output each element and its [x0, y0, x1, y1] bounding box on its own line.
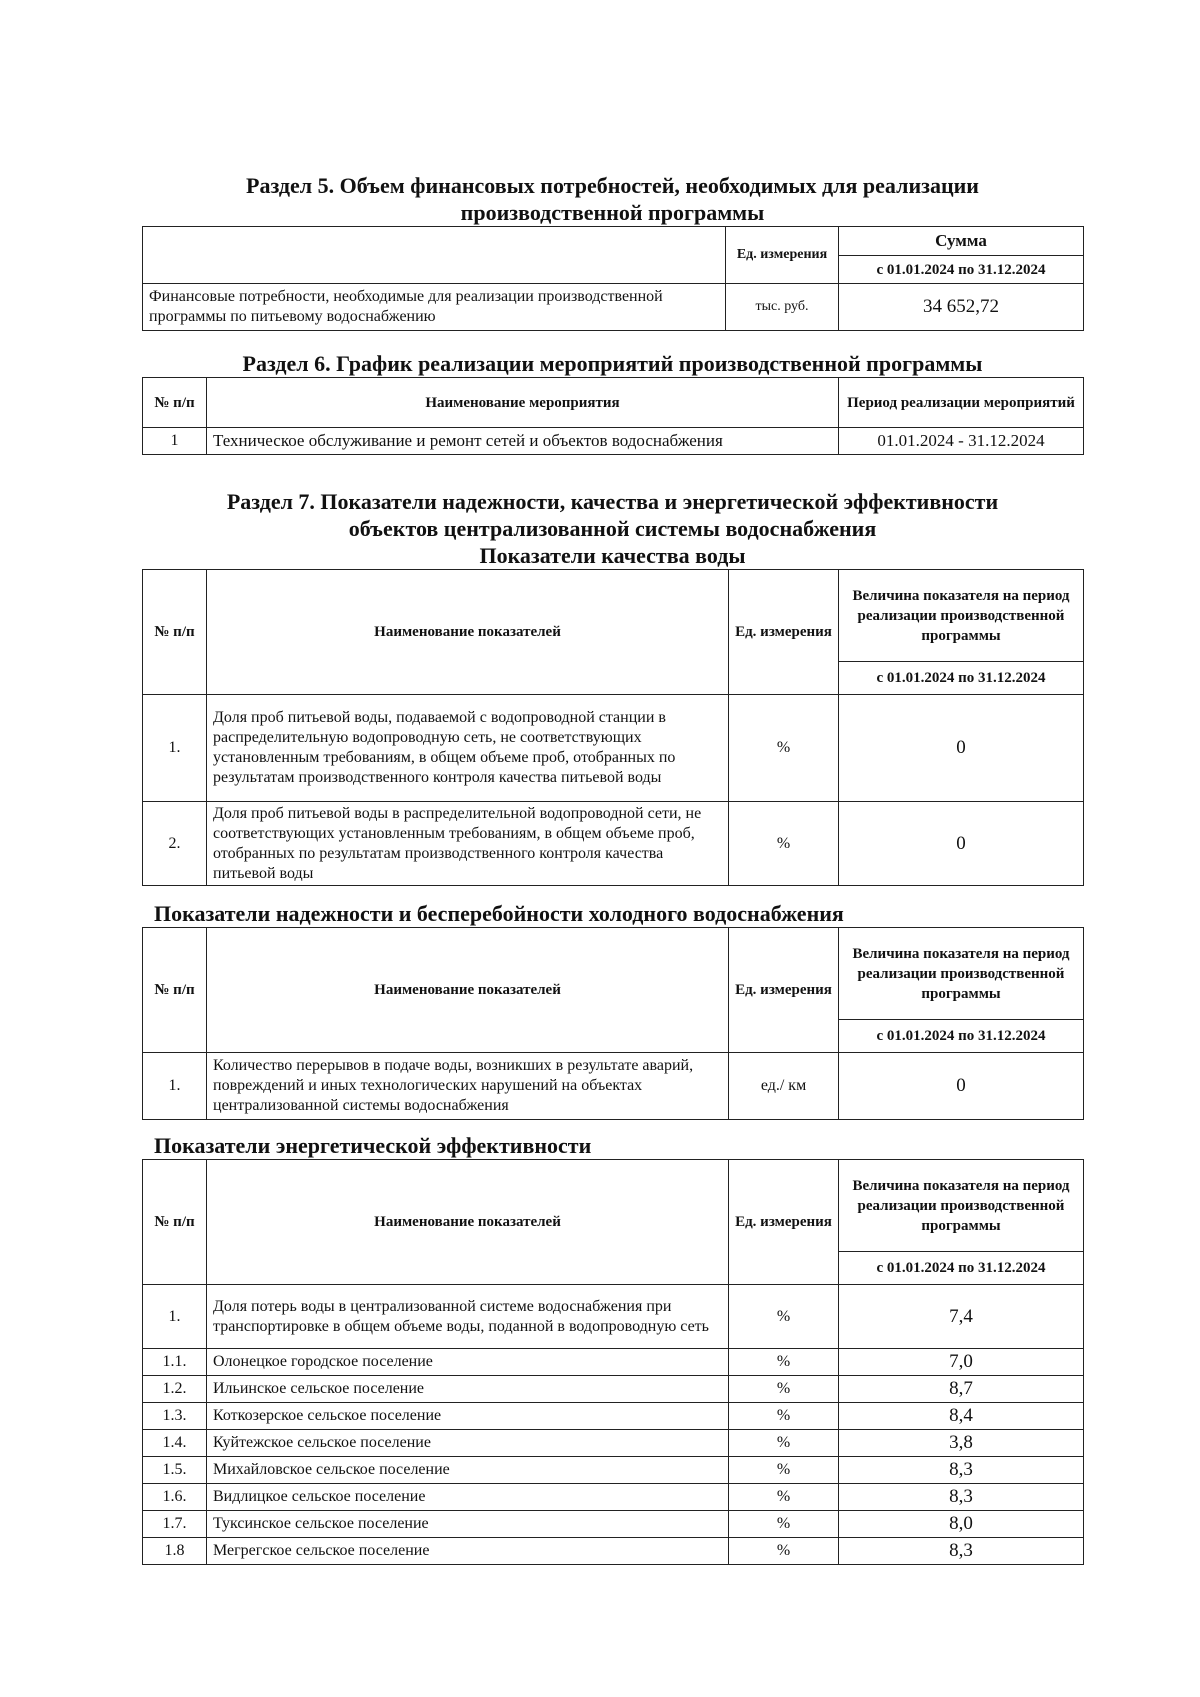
period-header: с 01.01.2024 по 31.12.2024	[839, 1252, 1084, 1285]
name-header: Наименование показателей	[207, 1160, 729, 1285]
table-row	[143, 1285, 1084, 1349]
num-header: № п/п	[143, 1160, 207, 1285]
table-row	[143, 284, 1084, 331]
period-header: с 01.01.2024 по 31.12.2024	[839, 1020, 1084, 1053]
schedule-table	[142, 377, 1084, 455]
row-num: 1.	[143, 1285, 207, 1349]
financial-needs-table	[142, 226, 1084, 331]
period-header: с 01.01.2024 по 31.12.2024	[839, 256, 1084, 284]
row-period: 01.01.2024 - 31.12.2024	[839, 428, 1084, 455]
num-header: № п/п	[143, 928, 207, 1053]
row-unit: %	[729, 1457, 839, 1484]
row-value: 8,3	[839, 1538, 1084, 1565]
table-row	[143, 1376, 1084, 1403]
row-value: 34 652,72	[839, 284, 1084, 331]
row-unit: %	[729, 695, 839, 802]
table-row	[143, 1511, 1084, 1538]
unit-header: Ед. измерения	[726, 227, 839, 284]
row-num: 1.5.	[143, 1457, 207, 1484]
row-unit: %	[729, 1349, 839, 1376]
row-name: Доля проб питьевой воды в распределительной водопроводной сети, не соответствующих установленным требованиям, в общем объеме проб, отобранных по результатам производственного контроля качества питьевой воды	[207, 802, 729, 886]
table-row	[143, 1403, 1084, 1430]
energy-title: Показатели энергетической эффективности	[154, 1133, 592, 1158]
row-name: Доля проб питьевой воды, подаваемой с водопроводной станции в распределительную водопроводную сеть, не соответствующих установленным требованиям, в общем объеме проб, отобранных по результатам производственного контроля качества питьевой воды	[207, 695, 729, 802]
row-value: 7,4	[839, 1285, 1084, 1349]
table-row	[143, 695, 1084, 802]
row-name: Мегрегское сельское поселение	[207, 1538, 729, 1565]
row-unit: %	[729, 1376, 839, 1403]
row-num: 1.8	[143, 1538, 207, 1565]
row-num: 1.4.	[143, 1430, 207, 1457]
name-header: Наименование мероприятия	[207, 378, 839, 428]
row-value: 8,3	[839, 1484, 1084, 1511]
name-header: Наименование показателей	[207, 928, 729, 1053]
row-name: Видлицкое сельское поселение	[207, 1484, 729, 1511]
section-7-title-line1: Раздел 7. Показатели надежности, качества и энергетической эффективности	[226, 489, 999, 514]
row-num: 1	[143, 428, 207, 455]
row-value: 8,3	[839, 1457, 1084, 1484]
row-unit: %	[729, 1511, 839, 1538]
table-row	[143, 1484, 1084, 1511]
row-name: Количество перерывов в подаче воды, возникших в результате аварий, повреждений и иных технологических нарушений на объектах централизованной системы водоснабжения	[207, 1053, 729, 1120]
row-value: 0	[839, 802, 1084, 886]
row-num: 1.6.	[143, 1484, 207, 1511]
quality-table	[142, 569, 1084, 886]
row-num: 1.1.	[143, 1349, 207, 1376]
sum-header: Сумма	[839, 227, 1084, 256]
row-num: 1.7.	[143, 1511, 207, 1538]
row-value: 7,0	[839, 1349, 1084, 1376]
quality-title: Показатели качества воды	[479, 543, 746, 568]
unit-header: Ед. измерения	[729, 928, 839, 1053]
row-name: Туксинское сельское поселение	[207, 1511, 729, 1538]
num-header: № п/п	[143, 570, 207, 695]
table-row	[143, 428, 1084, 455]
row-value: 8,0	[839, 1511, 1084, 1538]
period-header: с 01.01.2024 по 31.12.2024	[839, 662, 1084, 695]
row-value: 3,8	[839, 1430, 1084, 1457]
section-5-title-line1: Раздел 5. Объем финансовых потребностей, необходимых для реализации	[246, 173, 979, 198]
row-name: Финансовые потребности, необходимые для реализации производственной программы по питьевому водоснабжению	[143, 284, 726, 331]
row-unit: %	[729, 1484, 839, 1511]
unit-header: Ед. измерения	[729, 1160, 839, 1285]
table-row	[143, 1538, 1084, 1565]
reliability-table	[142, 927, 1084, 1120]
section-5-title-line2: производственной программы	[460, 200, 765, 225]
row-num: 1.	[143, 1053, 207, 1120]
row-unit: %	[729, 1538, 839, 1565]
row-name: Техническое обслуживание и ремонт сетей и объектов водоснабжения	[207, 428, 839, 455]
empty-header-cell	[143, 227, 726, 284]
row-value: 0	[839, 1053, 1084, 1120]
table-row	[143, 802, 1084, 886]
row-name: Доля потерь воды в централизованной системе водоснабжения при транспортировке в общем объеме воды, поданной в водопроводную сеть	[207, 1285, 729, 1349]
row-unit: %	[729, 1285, 839, 1349]
value-header: Величина показателя на период реализации производственной программы	[839, 570, 1084, 662]
table-row	[143, 1053, 1084, 1120]
row-num: 1.3.	[143, 1403, 207, 1430]
row-value: 0	[839, 695, 1084, 802]
row-name: Коткозерское сельское поселение	[207, 1403, 729, 1430]
row-num: 1.	[143, 695, 207, 802]
table-row	[143, 1430, 1084, 1457]
row-num: 2.	[143, 802, 207, 886]
row-name: Ильинское сельское поселение	[207, 1376, 729, 1403]
row-num: 1.2.	[143, 1376, 207, 1403]
section-7-title-line2: объектов централизованной системы водоснабжения	[348, 516, 877, 541]
row-unit: %	[729, 1430, 839, 1457]
table-row	[143, 1349, 1084, 1376]
row-unit: %	[729, 1403, 839, 1430]
name-header: Наименование показателей	[207, 570, 729, 695]
row-name: Михайловское сельское поселение	[207, 1457, 729, 1484]
period-header: Период реализации мероприятий	[839, 378, 1084, 428]
row-unit: %	[729, 802, 839, 886]
row-name: Куйтежское сельское поселение	[207, 1430, 729, 1457]
row-unit: тыс. руб.	[726, 284, 839, 331]
row-value: 8,4	[839, 1403, 1084, 1430]
table-row	[143, 1457, 1084, 1484]
num-header: № п/п	[143, 378, 207, 428]
section-6-title: Раздел 6. График реализации мероприятий производственной программы	[242, 351, 983, 376]
unit-header: Ед. измерения	[729, 570, 839, 695]
row-value: 8,7	[839, 1376, 1084, 1403]
value-header: Величина показателя на период реализации производственной программы	[839, 1160, 1084, 1252]
row-name: Олонецкое городское поселение	[207, 1349, 729, 1376]
reliability-title: Показатели надежности и бесперебойности холодного водоснабжения	[154, 901, 844, 926]
energy-table	[142, 1159, 1084, 1565]
row-unit: ед./ км	[729, 1053, 839, 1120]
value-header: Величина показателя на период реализации производственной программы	[839, 928, 1084, 1020]
